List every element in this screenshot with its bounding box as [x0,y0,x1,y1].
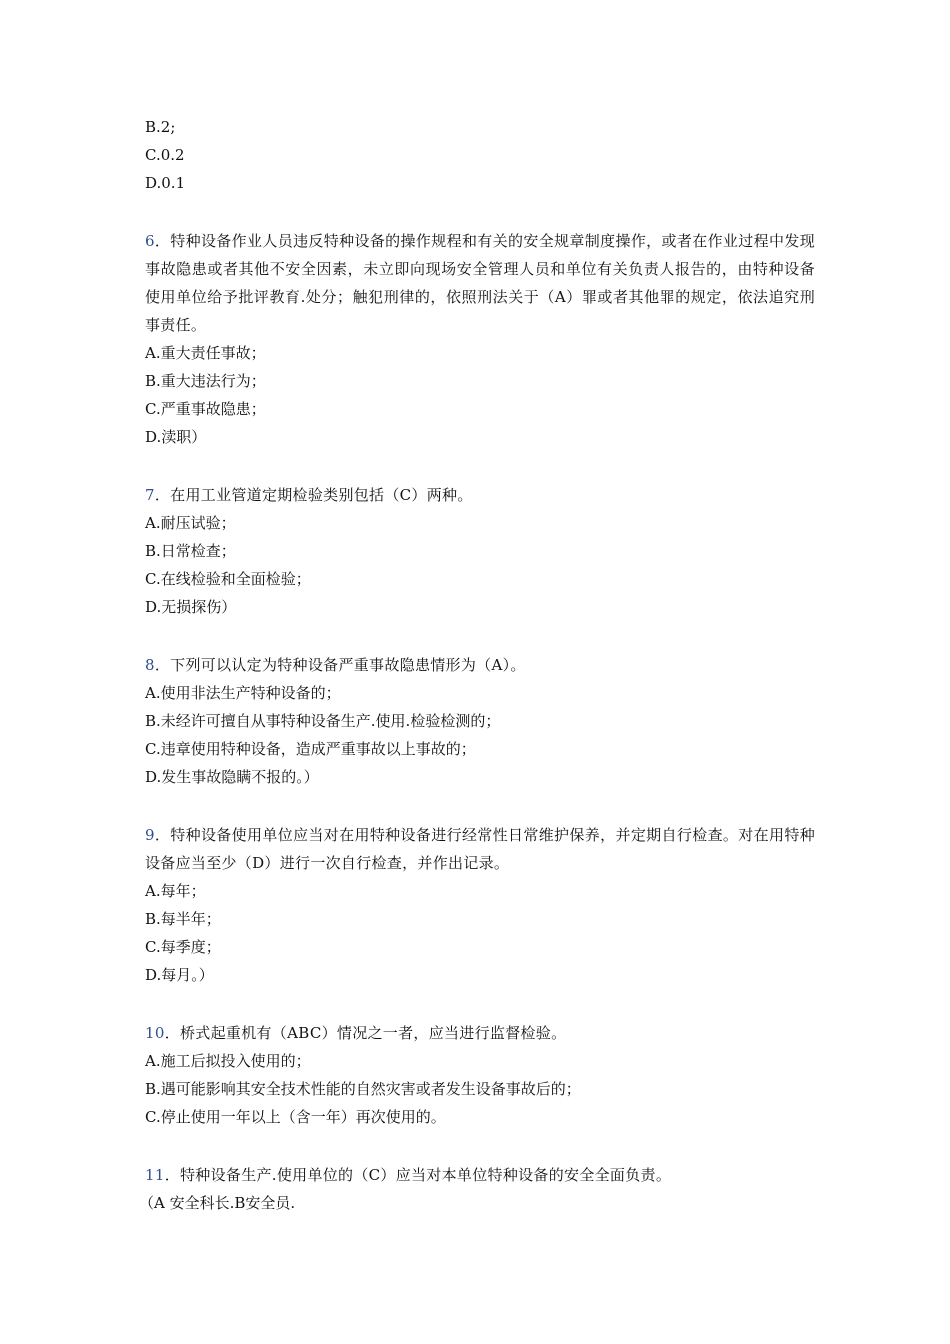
option-item: C.严重事故隐患； [145,400,266,418]
option-item: （A 安全科长.B安全员. [139,1194,296,1212]
option-item: D.渎职） [145,428,207,446]
option-item: B.遇可能影响其安全技术性能的自然灾害或者发生设备事故后的； [145,1080,581,1098]
question-text [145,1161,815,1189]
question-number: 11 [145,1166,165,1184]
question-number: 6 [145,232,155,250]
option-item: D.发生事故隐瞒不报的。） [145,768,319,786]
option-item: C.0.2 [145,146,185,164]
question-number: 10 [145,1024,165,1042]
question-7 [145,481,815,621]
question-8 [145,651,815,791]
option-item: D.每月。） [145,966,214,984]
question-text [145,1019,815,1047]
question-text [145,821,815,877]
option-item: A.使用非法生产特种设备的； [145,684,341,702]
question-body: ．在用工业管道定期检验类别包括（C）两种。 [154,486,473,504]
option-group-top [145,113,815,197]
question-11 [139,1161,815,1217]
question-body: ．下列可以认定为特种设备严重事故隐患情形为（A）。 [154,656,526,674]
question-body: ．特种设备使用单位应当对在用特种设备进行经常性日常维护保养，并定期自行检查。对在用特种设备应当至少（D）进行一次自行检查，并作出记录。 [145,826,815,872]
question-body: ．特种设备作业人员违反特种设备的操作规程和有关的安全规章制度操作，或者在作业过程中发现事故隐患或者其他不安全因素，未立即向现场安全管理人员和单位有关负责人报告的，由特种设备使用单位给予批评教育.处分；触犯刑律的，依照刑法关于（A）罪或者其他罪的规定，依法追究刑事责任。 [145,232,815,334]
option-item: D.无损探伤） [145,598,237,616]
document-body [139,113,815,1217]
option-item: A.耐压试验； [145,514,236,532]
question-number: 7 [145,486,155,504]
option-item: B.每半年； [145,910,221,928]
option-item: C.在线检验和全面检验； [145,570,311,588]
question-10 [145,1019,815,1131]
question-number: 8 [145,656,155,674]
question-number: 9 [145,826,155,844]
option-item: C.违章使用特种设备，造成严重事故以上事故的； [145,740,476,758]
question-body: ．特种设备生产.使用单位的（C）应当对本单位特种设备的安全全面负责。 [164,1166,672,1184]
question-9 [145,821,815,989]
option-item: B.日常检查； [145,542,236,560]
question-6 [145,227,815,451]
question-text [145,481,815,509]
question-body: ．桥式起重机有（ABC）情况之一者，应当进行监督检验。 [164,1024,567,1042]
option-item: C.停止使用一年以上（含一年）再次使用的。 [145,1108,446,1126]
option-item: B.2; [145,118,176,136]
option-item: A.重大责任事故； [145,344,266,362]
option-item: B.重大违法行为； [145,372,266,390]
option-item: A.每年； [145,882,206,900]
question-text [145,651,815,679]
option-item: B.未经许可擅自从事特种设备生产.使用.检验检测的； [145,712,501,730]
option-item: D.0.1 [145,174,186,192]
question-text [145,227,815,339]
option-item: C.每季度； [145,938,221,956]
option-item: A.施工后拟投入使用的； [145,1052,311,1070]
